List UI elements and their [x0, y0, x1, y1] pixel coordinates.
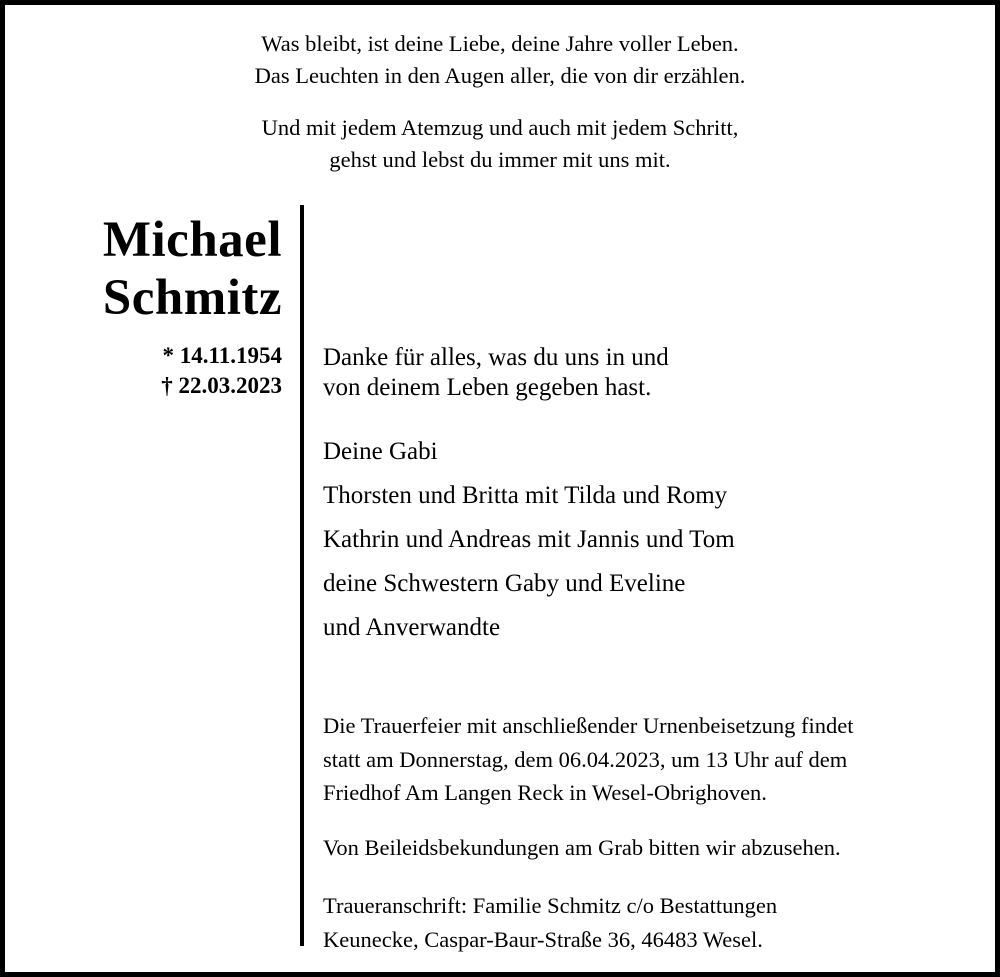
address-line: Keunecke, Caspar-Baur-Straße 36, 46483 Wesel. — [323, 926, 763, 952]
thanks-line: Danke für alles, was du uns in und — [323, 344, 669, 371]
family-member: deine Schwestern Gaby und Eveline — [323, 570, 686, 597]
verse-line: Das Leuchten in den Augen aller, die von dir erzählen. — [254, 63, 746, 88]
deceased-name — [103, 211, 282, 327]
funeral-line: Friedhof Am Langen Reck in Wesel-Obrighoven. — [323, 780, 767, 805]
family-member: Deine Gabi — [323, 438, 438, 465]
address-line: Traueranschrift: Familie Schmitz c/o Bestattungen — [323, 893, 778, 918]
funeral-info — [323, 709, 853, 810]
family-list — [323, 430, 735, 650]
condolences-line: Von Beileidsbekundungen am Grab bitten wir abzusehen. — [323, 835, 841, 860]
birth-date: * 14.11.1954 — [162, 343, 282, 368]
funeral-line: Die Trauerfeier mit anschließender Urnenbeisetzung findet — [323, 713, 854, 738]
mourning-address — [323, 889, 777, 956]
last-name: Schmitz — [102, 270, 282, 326]
verse-stanza-1 — [0, 28, 1000, 92]
verse-stanza-2 — [0, 112, 1000, 176]
family-member: Kathrin und Andreas mit Jannis und Tom — [323, 526, 735, 553]
funeral-line: statt am Donnerstag, dem 06.04.2023, um 13 Uhr auf dem — [323, 746, 848, 772]
family-member: und Anverwandte — [323, 614, 501, 641]
verse-line: Und mit jedem Atemzug und auch mit jedem Schritt, — [261, 115, 739, 140]
life-dates — [161, 341, 282, 401]
thanks-line: von deinem Leben gegeben hast. — [323, 374, 652, 401]
verse-line: Was bleibt, ist deine Liebe, deine Jahre voller Leben. — [261, 31, 739, 56]
death-date: † 22.03.2023 — [161, 373, 282, 398]
divider-line — [300, 205, 304, 946]
verse-line: gehst und lebst du immer mit uns mit. — [329, 147, 671, 172]
condolences-note — [323, 831, 841, 865]
first-name: Michael — [102, 212, 282, 268]
family-member: Thorsten und Britta mit Tilda und Romy — [323, 482, 728, 509]
thanks-text — [323, 343, 669, 403]
